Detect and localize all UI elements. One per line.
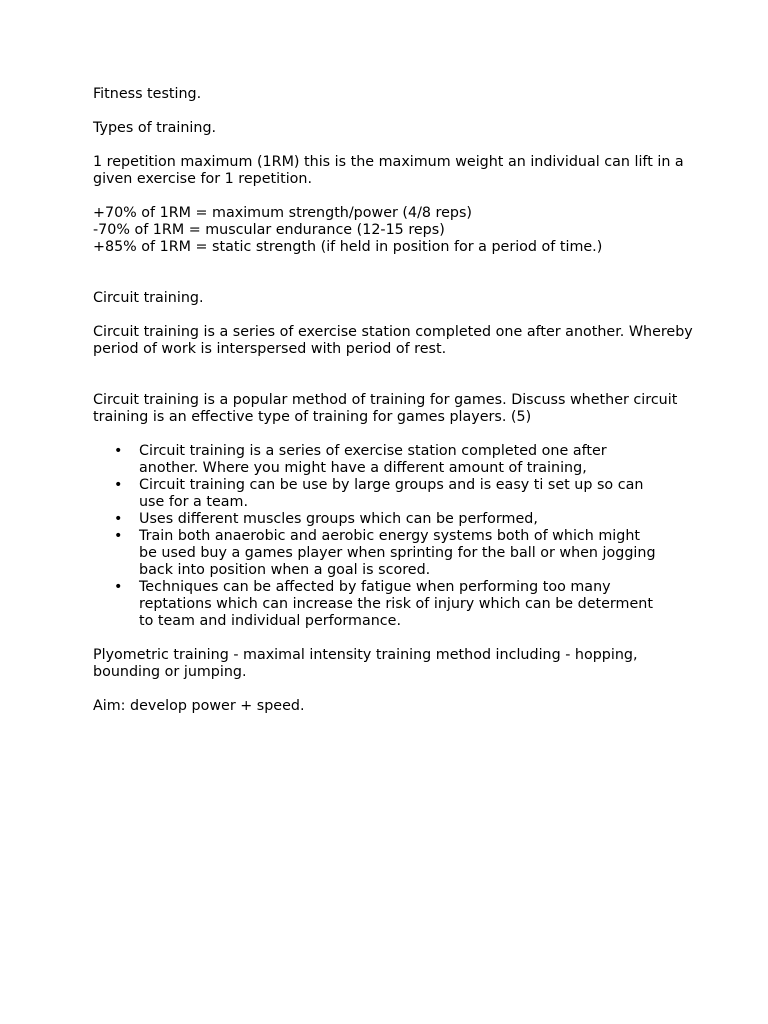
spacer [93,273,693,290]
list-item [93,579,659,630]
rm-line-max-strength: +70% of 1RM = maximum strength/power (4/8 reps) [93,205,472,221]
spacer [93,256,693,273]
bullet-icon: • [114,443,123,459]
spacer [93,630,693,647]
spacer [93,307,693,324]
exam-question-paragraph: Circuit training is a popular method of training for games. Discuss whether circuit training is an effective type of training for games players. (5) [93,392,678,425]
spacer [93,375,693,392]
spacer [93,358,693,375]
list-item-text: Train both anaerobic and aerobic energy systems both of which might be used buy a games player when sprinting for the ball or when jogging back into position when a goal is scored. [139,528,656,578]
spacer [93,188,693,205]
list-item [93,443,659,477]
rm-line-static-strength: +85% of 1RM = static strength (if held in position for a period of time.) [93,239,603,255]
bullet-icon: • [114,579,123,595]
section-types-heading: Types of training. [93,120,217,136]
spacer [93,681,693,698]
list-item [93,511,659,528]
answer-bullet-list [93,443,693,630]
list-item [93,528,659,579]
list-item [93,477,659,511]
plyometric-paragraph: Plyometric training - maximal intensity training method including - hopping, bounding or jumping. [93,647,638,680]
rm-line-muscular-endurance: -70% of 1RM = muscular endurance (12-15 reps) [93,222,445,238]
bullet-icon: • [114,477,123,493]
bullet-icon: • [114,528,123,544]
spacer [93,137,693,154]
list-item-text: Circuit training is a series of exercise station completed one after another. Where you might have a different amount of training, [139,443,607,476]
aim-line: Aim: develop power + speed. [93,698,305,714]
list-item-text: Circuit training can be use by large groups and is easy ti set up so can use for a team. [139,477,644,510]
document-title: Fitness testing. [93,86,202,102]
list-item-text: Techniques can be affected by fatigue when performing too many reptations which can increase the risk of injury which can be determent to team and individual performance. [139,579,653,629]
rm-definition-paragraph: 1 repetition maximum (1RM) this is the maximum weight an individual can lift in a given exercise for 1 repetition. [93,154,684,187]
spacer [93,426,693,443]
spacer [93,103,693,120]
bullet-icon: • [114,511,123,527]
list-item-text: Uses different muscles groups which can be performed, [139,511,538,527]
circuit-training-heading: Circuit training. [93,290,204,306]
document-page [93,86,693,715]
circuit-definition-paragraph: Circuit training is a series of exercise station completed one after another. Whereby period of work is interspersed with period of rest. [93,324,693,357]
